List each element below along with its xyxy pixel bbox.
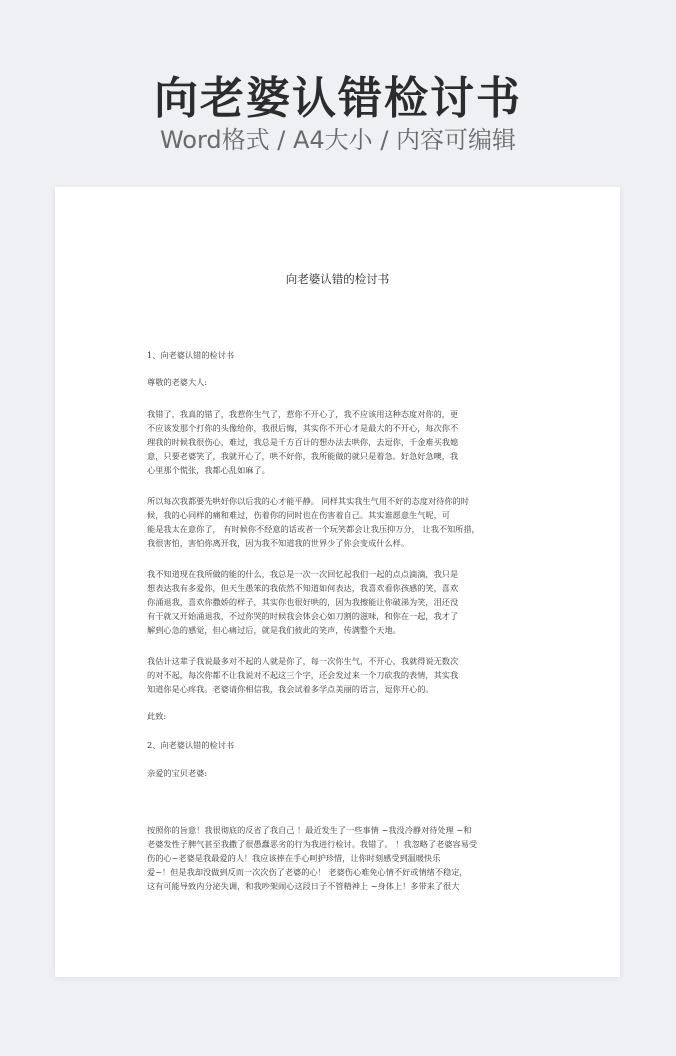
section-heading-1: 1、向老婆认错的检讨书: [147, 350, 235, 360]
paragraph-line: 按照你的旨意！我很彻底的反省了我自己 ！最近发生了一些事情 ~我没冷静对待处理 ~和: [147, 825, 472, 835]
paragraph-line: 心里那个慌张，我都心乱如麻了。: [147, 465, 270, 475]
paragraph-line: 爱~！但是我却没做到反而一次次伤了老婆的心！ 老婆伤心难免心情不好或情绪不稳定，: [147, 867, 468, 877]
paragraph-line: 理我的时候我很伤心，难过，我总是千方百计的想办法去哄你，去逗你，千金难买我媳: [147, 437, 459, 447]
paragraph-line: 我很害怕，害怕你离开我，因为我不知道我的世界少了你会变成什么样。: [147, 538, 410, 548]
paragraph-line: 解到心急的感觉，但心痛过后，就是我们彼此的笑声，传满整个天地。: [147, 625, 401, 635]
paragraph-line: 有干就又开始涌退我，不过你哭的时候我会体会心如刀割的滋味，和你在一起，我才了: [147, 611, 459, 621]
paragraph-line: 意，只要老婆笑了，我就开心了，哄不好你，我所能做的就只是着急。好急好急噢，我: [147, 451, 459, 461]
paragraph-line: 所以每次我都要先哄好你以后我的心才能平静。 同样其实我生气用不好的态度对待你的时: [147, 496, 469, 506]
document-page: [55, 187, 620, 977]
paragraph-line: 想表达我有多爱你，但天生愚笨的我依然不知道如何表达，我喜欢看你孩感的笑，喜欢: [147, 583, 459, 593]
paragraph-line: 候，我的心同样的痛和难过，伤着你的同时也在伤害着自己。其实谁愿意生气呢，可: [147, 510, 450, 520]
paragraph-line: 我错了，我真的错了，我惹你生气了，惹你不开心了，我不应该用这种态度对你的，更: [147, 409, 459, 419]
paragraph-line: 伤的心~老婆是我最爱的人！我应该捧在手心呵护珍惜，让你时刻感受到温暖快乐: [147, 853, 441, 863]
paragraph-line: 能是我太在意你了， 有时候你不经意的话或者一个玩笑都会让我压抑万分， 让我不知所措，: [147, 524, 480, 534]
salutation-2: 亲爱的宝贝老婆:: [147, 768, 208, 778]
document-title: 向老婆认错的检讨书: [285, 272, 390, 286]
paragraph-line: 我不知道现在我所做的能的什么，我总是一次一次回忆起我们一起的点点滴滴，我只是: [147, 569, 459, 579]
banner-title: 向老婆认错检讨书: [154, 73, 522, 124]
paragraph-line: 不应该发那个打你的头像给你，我很后悔，其实你不开心才是最大的不开心，每次你不: [147, 423, 459, 433]
paragraph-line: 这有可能导致内分泌失调，和我吵架闹心这段日子不管精神上 ~身体上！多带来了很大: [147, 881, 460, 891]
banner-subtitle: Word格式 / A4大小 / 内容可编辑: [159, 126, 517, 154]
paragraph-line: 知道你是心疼我。老婆请你相信我，我会试着多学点美丽的语言，逗你开心的。: [147, 684, 434, 694]
paragraph-line: 我估计这辈子我说最多对不起的人就是你了，每一次你生气，不开心，我就得说无数次: [147, 656, 459, 666]
closing: 此致:: [147, 711, 167, 721]
section-heading-2: 2、向老婆认错的检讨书: [147, 740, 235, 750]
paragraph-line: 老婆发性子脾气甚至我撒了很愚蠢恶劣的行为我进行检讨。我错了。 ！我忽略了老婆容易受: [147, 839, 478, 849]
paragraph-line: 你涌退我，喜欢你撒娇的样子，其实你也很好哄的，因为我擦能让你破涕为笑，泪还没: [147, 597, 459, 607]
paragraph-line: 的对不起，每次你都不让我说对不起这三个字，还会发过来一个刀砍我的表情，其实我: [147, 670, 459, 680]
salutation-1: 尊敬的老婆大人:: [147, 377, 208, 387]
